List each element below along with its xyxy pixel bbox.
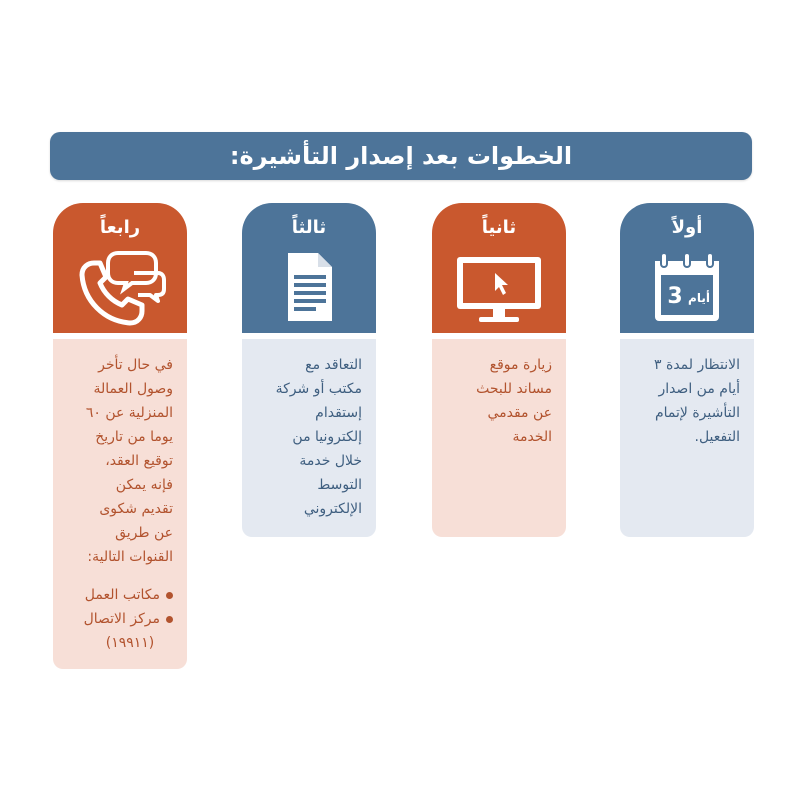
calendar-number: 3 [667,284,683,309]
step-2-line: مساند للبحث [476,381,552,397]
bullet-icon [166,592,173,599]
step-4-line: فإنه يمكن [115,477,173,493]
step-1-line: أيام من اصدار [658,381,740,397]
step-4-label: رابعاً [99,217,141,238]
list-item [63,583,173,607]
step-3-line: خلال خدمة [299,453,362,469]
bullet-icon [166,616,173,623]
step-1-line: التفعيل. [694,429,740,445]
step-1-line: التأشيرة لإتمام [654,405,740,421]
step-2-line: عن مقدمي [487,405,552,421]
step-1-description [620,339,754,537]
step-2-line: الخدمة [512,429,552,445]
step-4-line: في حال تأخر [98,357,173,373]
step-4-line: المنزلية عن ٦٠ [85,405,173,421]
calendar-icon [647,247,727,327]
page-title: الخطوات بعد إصدار التأشيرة: [229,142,573,170]
step-4-line: القنوات التالية: [87,549,173,565]
step-3 [242,203,376,537]
step-4-line: وصول العمالة [93,381,173,397]
step-3-description [242,339,376,537]
contact-channels-list [63,583,173,631]
phone-chat-icon [72,245,168,329]
step-2 [432,203,566,537]
calendar-unit: أيام [688,291,710,305]
bullet-text: مكاتب العمل [84,587,160,603]
step-3-line: الإلكتروني [303,501,362,517]
step-2-header [432,203,566,333]
step-3-label: ثالثاً [291,217,327,238]
computer-monitor-icon [451,247,547,327]
step-4-line: توقيع العقد، [105,453,173,469]
step-3-line: التعاقد مع [305,357,362,373]
step-4-line: يوما من تاريخ [95,429,173,445]
step-4-description [53,339,187,669]
step-2-label: ثانياً [481,217,517,238]
step-4-line: عن طريق [115,525,173,541]
step-2-line: زيارة موقع [489,357,552,373]
step-3-line: مكتب أو شركة [275,381,362,397]
step-4-header [53,203,187,333]
step-2-description [432,339,566,537]
step-3-line: إستقدام [315,405,362,421]
step-3-header [242,203,376,333]
step-4 [53,203,187,669]
step-3-line: إلكترونيا من [292,429,362,445]
list-item [63,607,173,631]
step-1-label: أولاً [671,217,703,238]
step-3-line: التوسط [317,477,362,493]
step-1-header [620,203,754,333]
title-banner [50,132,752,180]
document-icon [274,247,344,327]
bullet-text: مركز الاتصال [83,611,160,627]
step-1-line: الانتظار لمدة ٣ [654,357,740,373]
step-4-line: تقديم شكوى [99,501,173,517]
step-1 [620,203,754,537]
hotline-number: (١٩٩١١) [105,635,155,651]
